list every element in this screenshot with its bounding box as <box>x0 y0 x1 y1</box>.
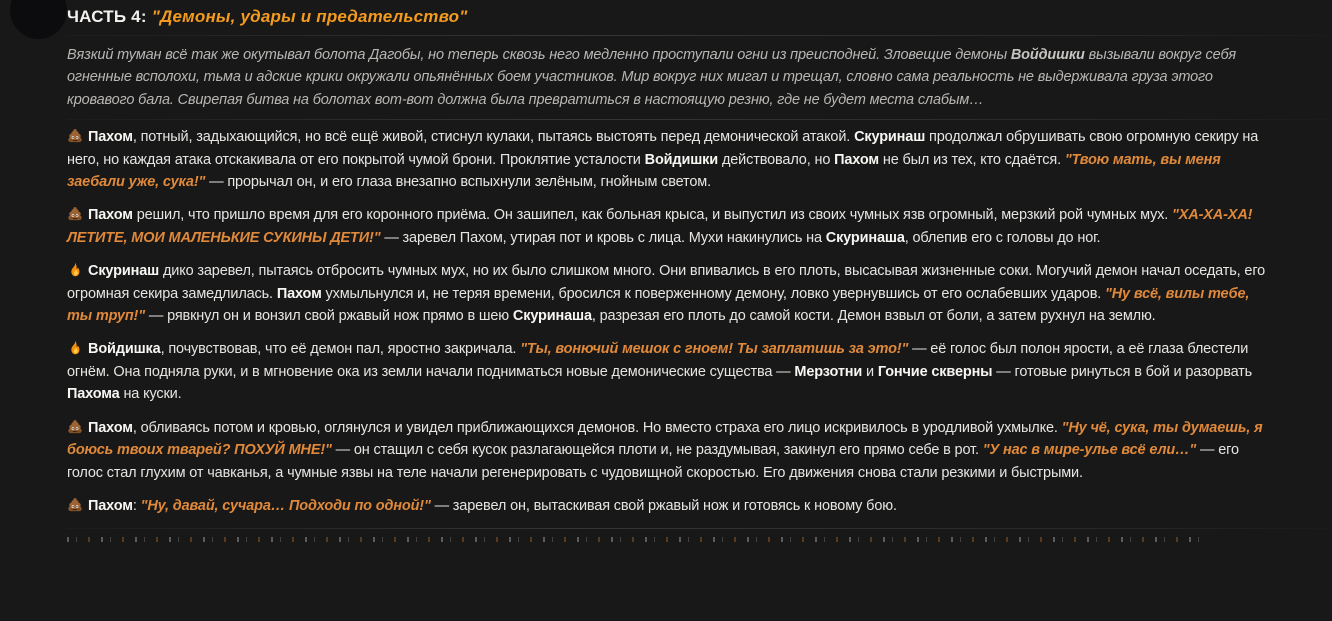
quote-text: "У нас в мире-улье всё ели…" <box>982 442 1197 459</box>
text-segment: , потный, задыхающийся, но всё ещё живой, стиснул кулаки, пытаясь выстоять перед демонической атакой. <box>132 129 855 146</box>
text-segment: Пахом <box>88 129 133 146</box>
fire-emoji-icon <box>67 262 83 278</box>
user-avatar[interactable] <box>10 0 67 39</box>
text-segment: Пахом <box>276 285 322 302</box>
text-segment: , разрезая его плоть до самой кости. Демон взвыл от боли, а затем рухнул на землю. <box>591 308 1156 325</box>
quote-text: "ХА-ХА-ХА! ЛЕТИТЕ, МОИ МАЛЕНЬКИЕ СУКИНЫ ДЕТИ!" <box>67 207 1253 246</box>
text-segment: — прорычал он, и его глаза внезапно вспыхнули зелёным, гнойным светом. <box>205 174 712 191</box>
text-segment: Пахом <box>88 497 133 514</box>
intro-paragraph <box>67 44 1332 111</box>
quote-text: "Ну чё, сука, ты думаешь, я боюсь твоих тварей? ПОХУЙ МНЕ!" <box>67 419 1263 459</box>
story-paragraph <box>67 204 1332 249</box>
text-segment: — он стащил с себя кусок разлагающейся плоти и, не раздумывая, закинул его прямо себе в рот. <box>331 442 983 459</box>
text-segment: Скуринаш <box>854 129 926 146</box>
text-segment: — готовые ринуться в бой и разорвать <box>992 363 1253 380</box>
text-segment: ухмыльнулся и, не теряя времени, бросился к поверженному демону, ловко увернувшись от его ослабевших ударов. <box>321 285 1106 302</box>
divider <box>67 35 1332 36</box>
text-segment: Войдишка <box>88 341 161 358</box>
poop-emoji-icon <box>67 497 83 513</box>
text-segment: Вязкий туман всё так же окутывал болота Дагобы, но теперь сквозь него медленно проступали огни из преисподней. Зловещие демоны <box>67 47 1011 63</box>
story-paragraph <box>67 260 1332 327</box>
text-segment: Войдишки <box>644 151 719 168</box>
story-paragraph <box>67 338 1332 405</box>
text-segment: не был из тех, кто сдаётся. <box>878 151 1065 168</box>
page-title <box>67 0 1332 35</box>
text-segment: Войдишки <box>1010 47 1085 63</box>
text-segment: , обливаясь потом и кровью, оглянулся и увидел приближающихся демонов. Но вместо страха его лицо искривилось в уродливой ухмылке. <box>132 419 1062 436</box>
text-segment: решил, что пришло время для его коронного приёма. Он зашипел, как больная крыса, и выпустил из своих чумных язв огромный, мерзкий рой чумных мух. <box>132 207 1173 224</box>
text-segment: — рявкнул он и вонзил свой ржавый нож прямо в шею <box>144 308 513 325</box>
poop-emoji-icon <box>67 128 83 144</box>
story-paragraph <box>67 126 1332 193</box>
text-segment: , почувствовав, что её демон пал, яростно закричала. <box>160 341 521 358</box>
poop-emoji-icon <box>67 206 83 222</box>
text-segment: Пахом <box>88 207 133 224</box>
text-segment: — её голос был полон ярости, а её глаза блестели огнём. Она подняла руки, и в мгновение ока из земли начали подниматься новые демонические существа — <box>67 341 1249 380</box>
text-segment: и <box>862 363 878 380</box>
text-segment: действовало, но <box>718 151 835 168</box>
text-segment: — заревел он, вытаскивая свой ржавый нож и готовясь к новому бою. <box>430 497 897 514</box>
text-segment: Скуринаша <box>512 308 592 325</box>
text-segment: Гончие скверны <box>877 363 993 380</box>
quote-text: "Твою мать, вы меня заебали уже, сука!" <box>67 151 1221 191</box>
story-paragraph <box>67 417 1332 484</box>
clipped-next-paragraph <box>67 537 1206 542</box>
quote-text: "Ты, вонючий мешок с гноем! Ты заплатишь за это!" <box>520 341 909 358</box>
text-segment: Пахом <box>834 151 879 168</box>
quote-text: "Ну, давай, сучара… Подходи по одной!" <box>140 497 431 514</box>
story-paragraph <box>67 495 1332 517</box>
text-segment: дико заревел, пытаясь отбросить чумных мух, но их было слишком много. Они впивались в его плоть, высасывая жизненные соки. Могучий демон начал оседать, его огромная секира замедлилась. <box>67 263 1266 302</box>
text-segment: Пахома <box>67 386 120 403</box>
text-segment: Скуринаш <box>88 263 160 280</box>
story-paragraphs <box>67 120 1332 517</box>
text-segment: Скуринаша <box>825 229 905 246</box>
text-segment: — его голос стал глухим от чавканья, а чумные язвы на теле начали регенерировать с чудовищной скоростью. Его движения снова стали резкими и быстрыми. <box>67 442 1239 481</box>
text-segment: — заревел Пахом, утирая пот и кровь с лица. Мухи накинулись на <box>380 229 826 246</box>
text-segment: : <box>132 497 141 514</box>
text-segment: продолжал обрушивать свою огромную секиру на него, но каждая атака отскакивала от его покрытой чумой брони. Проклятие усталости <box>67 129 1259 168</box>
divider <box>67 528 1332 529</box>
quote-text: "Ну всё, вилы тебе, ты труп!" <box>67 285 1250 325</box>
title-quote: "Демоны, удары и предательство" <box>151 7 468 26</box>
text-segment: , облепив его с головы до ног. <box>904 229 1101 246</box>
fire-emoji-icon <box>67 340 83 356</box>
text-segment: Мерзотни <box>794 363 863 380</box>
poop-emoji-icon <box>67 419 83 435</box>
text-segment: Пахом <box>88 419 133 436</box>
text-segment: вызывали вокруг себя огненные всполохи, тьма и адские крики окружали опьянённых боем участников. Мир вокруг них мигал и трещал, словно сама реальность не выдерживала груза этого кровавого бала. Свирепая битва на болотах вот-вот должна была превратиться в настоящую резню, где не будет места слабым… <box>67 47 1236 108</box>
text-segment: на куски. <box>119 386 182 403</box>
title-prefix: ЧАСТЬ 4: <box>67 7 147 26</box>
